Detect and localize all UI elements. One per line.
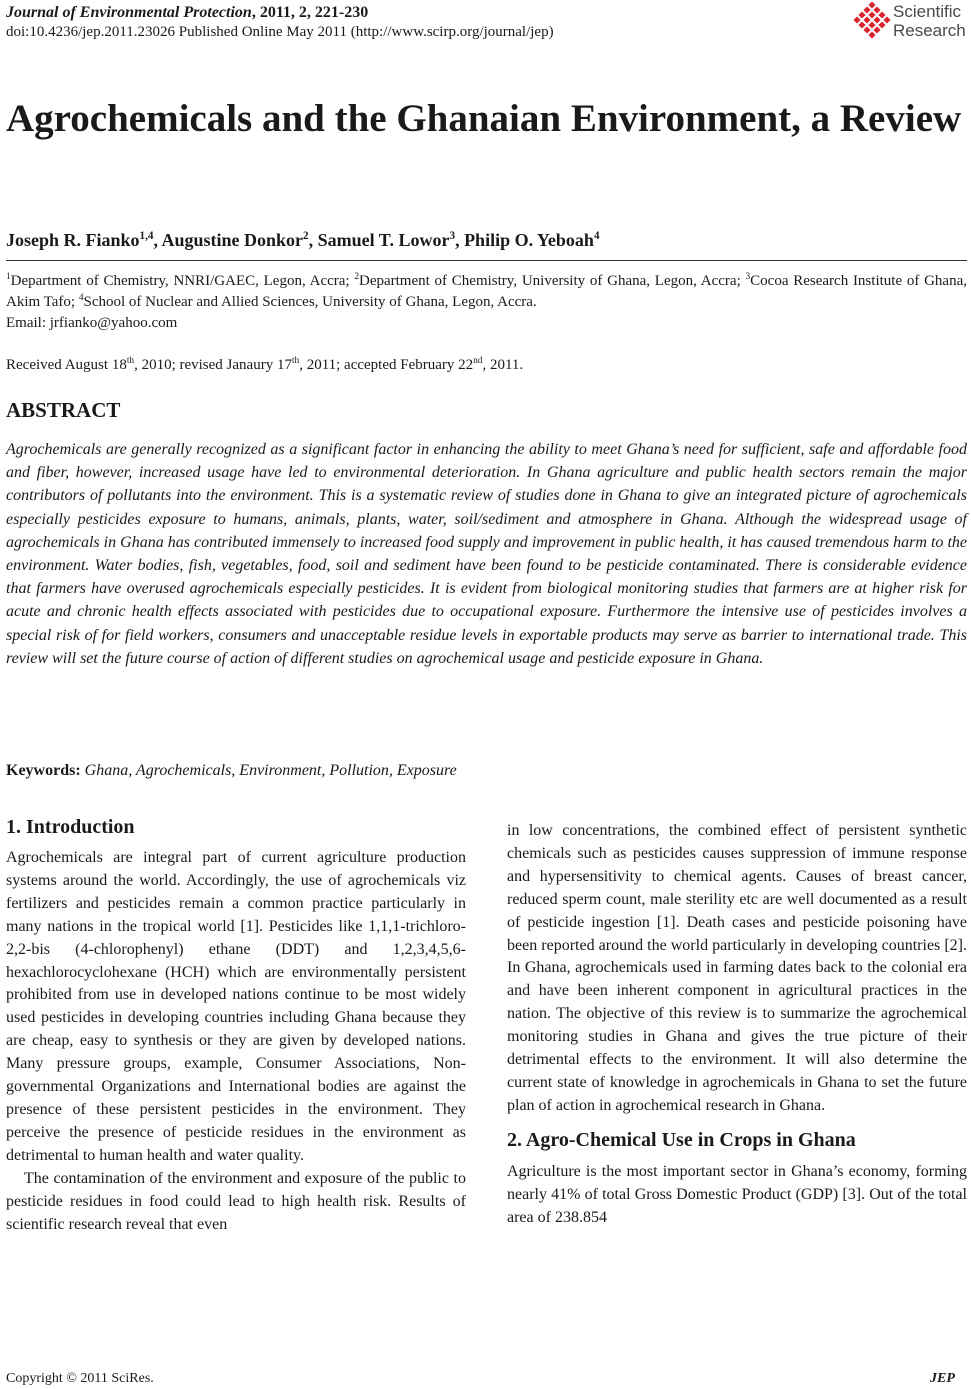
journal-abbreviation: JEP: [930, 1371, 955, 1386]
logo-line-1: Scientific: [893, 2, 962, 21]
section-2-paragraph-1: Agriculture is the most important sector in Ghana’s economy, forming nearly 41% of total Gross Domestic Product (GDP) [3]. Out of the total area of 238.854: [507, 1162, 967, 1226]
received-text: Received August 18: [6, 357, 127, 373]
accepted-text: , 2011; accepted February 22: [299, 357, 474, 373]
section-1-heading: 1. Introduction: [6, 816, 135, 838]
section-2-heading: 2. Agro-Chemical Use in Crops in Ghana: [507, 1128, 856, 1151]
logo-line-2: Research: [893, 21, 966, 40]
ordinal-suffix: th: [291, 356, 300, 366]
author-affiliation-mark: 3: [449, 230, 456, 242]
column-2-paragraph-1: in low concentrations, the combined effect of persistent synthetic chemicals such as pesticides causes suppression of immune response and hypersensitivity to chemical agents. Causes of breast cancer, reduced sperm count, male sterility etc are well documented as a result of pesticide ingestion [1]. Death cases and pesticide poisoning have been reported around the world particularly in developing countries [2]. In Ghana, agrochemicals used in farming dates back to the colonial era and have been inherent component in agricultural practices in the nation. The objective of this review is to summarize the agrochemical monitoring studies in Ghana and gives the true picture of their detrimental effects to the environment. It will also determine the current state of knowledge in agrochemicals in Ghana to set the future plan of action in agrochemical research in Ghana.: [507, 822, 967, 1114]
scientific-research-logo: [853, 2, 971, 44]
author-affiliation-mark: 1,4: [139, 230, 154, 242]
logo-square-mark: [873, 16, 880, 23]
header-divider: [6, 260, 967, 261]
logo-square-mark: [863, 16, 870, 23]
affiliation-text: Cocoa Research Institute of Ghana, Akim Tafo;: [6, 273, 967, 310]
logo-square-mark: [858, 11, 865, 18]
year-text: , 2011.: [482, 357, 524, 373]
logo-square-mark: [858, 21, 865, 28]
author-separator: ,: [455, 230, 465, 250]
logo-square-mark: [863, 6, 870, 13]
logo-mark-icon: [853, 2, 891, 44]
affiliation-text: School of Nuclear and Allied Sciences, University of Ghana, Legon, Accra.: [83, 294, 537, 310]
logo-square-mark: [853, 16, 860, 23]
abstract-heading: ABSTRACT: [6, 398, 121, 422]
paper-title: Agrochemicals and the Ghanaian Environment, a Review: [6, 97, 962, 140]
author-name: Joseph R. Fianko: [6, 230, 140, 250]
logo-square-mark: [868, 21, 875, 28]
affiliation-text: Department of Chemistry, NNRI/GAEC, Legon, Accra;: [10, 273, 355, 289]
author-affiliation-mark: 4: [593, 230, 600, 242]
logo-square-mark: [878, 11, 885, 18]
logo-text: [893, 2, 966, 40]
author-name: Philip O. Yeboah: [464, 230, 594, 250]
section-1-paragraph-1: Agrochemicals are integral part of current agriculture production systems around the world. Accordingly, the use of agrochemicals viz fertilizers and pesticides remain a common practice particularly in many nations in the tropical world [1]. Pesticides like 1,1,1-trichloro-2,2-bis (4-chlorophenyl) ethane (DDT) and 1,2,3,4,5,6-hexachlorocyclohexane (HCH) which are environmentally persistent prohibited from use in developed nations continue to be most widely used pesticides in developing countries including Ghana because they are cheap, easy to synthesis or they are given by developed nations. Many pressure groups, example, Consumer Associations, Non-governmental Organizations and International bodies are against the presence of these persistent pesticides in the environment. They perceive the presence of pesticide residues in the environment as detrimental to human health and water quality.: [6, 849, 466, 1164]
logo-square-mark: [883, 16, 890, 23]
author-affiliation-mark: 2: [303, 230, 309, 242]
logo-square-mark: [878, 21, 885, 28]
logo-square-mark: [868, 11, 875, 18]
keywords-list: Ghana, Agrochemicals, Environment, Pollution, Exposure: [84, 762, 457, 779]
logo-square-mark: [873, 6, 880, 13]
affiliation-number: 4: [78, 293, 84, 303]
affiliations: [6, 271, 967, 334]
section-1-paragraph-2: The contamination of the environment and exposure of the public to pesticide residues in food could lead to high health risk. Results of scientific research reveal that even: [6, 1169, 466, 1233]
keywords-label: Keywords: [6, 762, 76, 779]
author-name: Samuel T. Lowor: [317, 230, 450, 250]
affiliation-number: 1: [6, 272, 11, 282]
right-column: [507, 820, 967, 1230]
ordinal-suffix: nd: [473, 356, 483, 366]
affiliation-number: 3: [745, 272, 751, 282]
author-name: Augustine Donkor: [161, 230, 304, 250]
author-separator: ,: [153, 230, 162, 250]
ordinal-suffix: th: [126, 356, 135, 366]
copyright-notice: Copyright © 2011 SciRes.: [6, 1371, 154, 1386]
logo-square-mark: [868, 2, 875, 9]
keywords: Keywords: Ghana, Agrochemicals, Environment, Pollution, Exposure: [6, 762, 457, 779]
contact-email: Email: jrfianko@yahoo.com: [6, 315, 178, 331]
journal-citation: [6, 3, 368, 22]
abstract-body: Agrochemicals are generally recognized as a significant factor in enhancing the ability to meet Ghana’s need for sufficient, safe and affordable food and fiber, however, increased usage have led to environmental deterioration. In Ghana agriculture and public health sectors remain the major contributors of pollutants into the environment. This is a systematic review of studies done in Ghana to give an integrated picture of agrochemicals especially pesticides exposure to humans, animals, plants, water, soil/sediment and atmosphere in Ghana. Although the widespread usage of agrochemicals in Ghana has contributed immensely to increased food supply and improvement in public health, it has caused tremendous harm to the environment. Water bodies, fish, vegetables, food, soil and sediment have been found to be pesticide contaminated. There is considerable evidence that farmers have overused agrochemicals especially pesticides. It is evident from biological monitoring studies that farmers are at higher risk for acute and chronic health effects associated with pesticides due to occupational exposure. Furthermore the intensive use of pesticides involves a special risk of for field workers, consumers and unacceptable residue levels in exportable products may serve as barrier to international trade. This review will set the future course of action of different studies on agrochemical usage and pesticide exposure in Ghana.: [6, 441, 967, 667]
affiliation-text: Department of Chemistry, University of Ghana, Legon, Accra;: [359, 273, 746, 289]
logo-square-mark: [863, 26, 870, 33]
journal-name: Journal of Environmental Protection: [6, 4, 252, 21]
received-dates: [6, 355, 523, 375]
affiliation-number: 2: [354, 272, 359, 282]
left-column: [6, 814, 466, 1236]
revised-text: , 2010; revised Janaury 17: [134, 357, 292, 373]
doi-line: doi:10.4236/jep.2011.23026 Published Online May 2011 (http://www.scirp.org/journal/jep): [6, 24, 554, 40]
author-list: [6, 228, 600, 252]
logo-square-mark: [873, 26, 880, 33]
journal-volume: , 2011, 2, 221-230: [251, 4, 369, 21]
logo-square-mark: [868, 31, 875, 38]
author-separator: ,: [308, 230, 318, 250]
